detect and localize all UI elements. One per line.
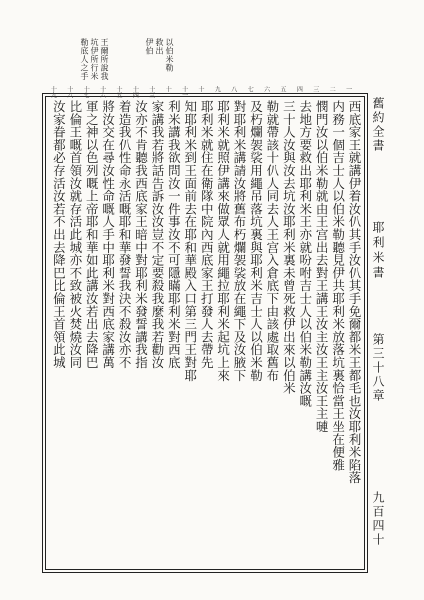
column-number: 十三 — [147, 86, 155, 98]
text-column: 勒就帶該十仈人同去人王宫入倉底下由該處取舊布 — [264, 100, 280, 382]
column-number: 八 — [229, 86, 237, 92]
text-column: 及朽爛袈裟用繩吊落坑裏與耶利米吉士人以伯米勒 — [248, 100, 264, 382]
page-number: 九百四十 — [371, 491, 385, 547]
column-number: 十一 — [180, 86, 188, 98]
column-number: 十二 — [164, 86, 172, 98]
text-column: 利米講我欲問汝一件事汝不可隱瞞耶利米對西底 — [166, 100, 182, 369]
text-column: 憫門汝以伯米勒就由王宫出去對王講王汝主汝王主汝王主嗹 — [314, 100, 330, 433]
column-number: 四 — [295, 86, 303, 92]
text-column: 耶利米就照伊講來做眾人就用繩拉耶利米起坑上來 — [215, 100, 231, 382]
column-number: 一 — [344, 86, 352, 92]
body-text — [48, 100, 360, 564]
text-column: 家講我若將話告訴汝汝豈不定要殺我麼我若勸汝 — [149, 100, 165, 369]
column-number: 二 — [328, 86, 336, 92]
note-line: 救出 — [155, 38, 164, 55]
column-number: 十九 — [49, 86, 57, 98]
text-column: 三十人汝與汝去坑汝耶利米裏未曾死救伊出來以伯米 — [281, 100, 297, 395]
text-column: 汝亦不肯聽我西底家王暗中對耶利米發誓講我指 — [133, 100, 149, 369]
mid-notes — [145, 38, 173, 88]
top-notes — [80, 38, 108, 88]
column-number: 十六 — [98, 86, 106, 98]
note-line: 勒底人之手 — [80, 38, 89, 81]
text-column: 内務一個吉士人以伯米勒聽見伊共耶利米放落坑裏恰當王坐在便雅 — [330, 100, 346, 472]
text-column: 知耶利米到王面前去在耶和華殿入口第三門王對耶 — [182, 100, 198, 382]
column-number: 六 — [262, 86, 270, 92]
text-column: 着造我仈性命永活嘅耶和華發誓我決不殺汝亦不 — [117, 100, 133, 369]
note-line: 坑伊所行米 — [90, 38, 99, 81]
text-column: 將汝交在尋汝性命嘅人手中耶利米對西底家講萬 — [100, 100, 116, 369]
book-title: 舊約全書 — [371, 97, 385, 153]
text-column: 耶利米就住在衛隊中院內西底家王打發人去帶先 — [199, 100, 215, 369]
column-number: 十四 — [131, 86, 139, 98]
column-number: 三 — [311, 86, 319, 92]
chapter-title: 耶利米書 — [371, 221, 385, 281]
text-column: 軍之神以色列嘅上帝耶和華如此講汝若出去降巴 — [84, 100, 100, 369]
column-number: 五 — [279, 86, 286, 92]
column-number: 十八 — [65, 86, 73, 98]
chapter-number: 第三十八章 — [371, 333, 385, 403]
note-line: 王爾所說我 — [100, 38, 109, 81]
column-number: 九 — [213, 86, 221, 92]
text-column: 比倫王嘅首領汝就存活此城亦不致被火焚燒汝同 — [67, 100, 83, 369]
column-number: 十 — [197, 86, 204, 92]
page-header — [366, 93, 398, 571]
text-column: 對耶利米講請汝將舊布朽爛袈裟放在繩下及汝腋下 — [232, 100, 248, 382]
text-column: 汝家眷都必存活汝若不出去降巴比倫王首領此城 — [51, 100, 67, 369]
text-column: 去地方要救出耶利米王亦就吩咐吉士人以伯米勒講汝嘅 — [297, 100, 313, 408]
column-number: 十七 — [82, 86, 90, 98]
text-column: 西底家王就講伊着汝仈其手汝仈其手免爾都米王都毛也汝耶利米陷落 — [347, 100, 362, 484]
column-number: 七 — [246, 86, 254, 92]
column-number: 十五 — [115, 86, 122, 98]
note-line: 伊伯 — [145, 38, 154, 55]
note-line: 以伯米勒 — [165, 38, 174, 72]
